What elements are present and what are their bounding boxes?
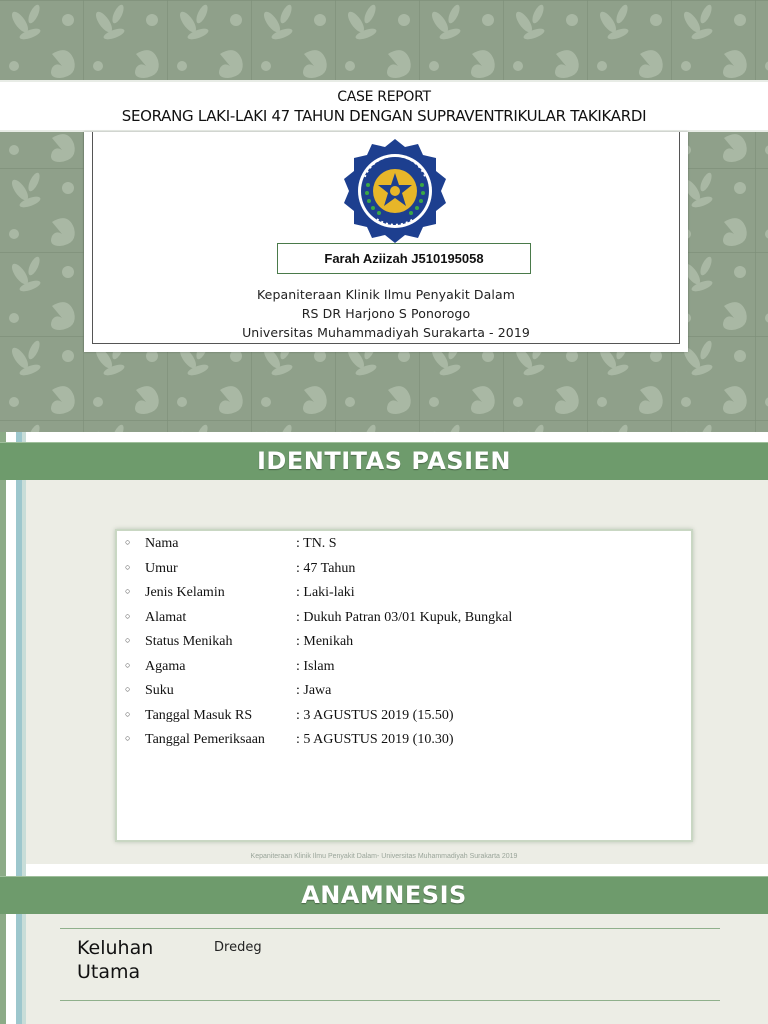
side-stripe — [22, 432, 26, 866]
title-banner — [0, 80, 768, 132]
report-type-title: CASE REPORT — [337, 89, 431, 105]
slide-footer: Kepaniteraan Klinik Ilmu Penyakit Dalam- Universitas Muhammadiyah Surakarta 2019 — [250, 853, 518, 860]
cover-card — [84, 132, 688, 352]
identity-value: : Jawa — [296, 683, 332, 698]
bullet-icon: ○ — [125, 537, 131, 547]
bullet-icon: ○ — [125, 561, 131, 572]
identity-row — [117, 656, 691, 681]
side-stripe — [6, 432, 16, 866]
keluhan-utama-value: Dredeg — [214, 940, 262, 955]
bullet-icon: ○ — [125, 586, 131, 596]
bullet-icon: ○ — [125, 684, 131, 694]
divider-line — [60, 1000, 720, 1001]
cover-slide — [0, 0, 768, 432]
identity-row — [117, 680, 691, 705]
identity-value: : 47 Tahun — [296, 560, 356, 576]
identity-row — [117, 607, 691, 632]
identity-value: : Islam — [296, 658, 335, 674]
affiliation-line: Universitas Muhammadiyah Surakarta - 2019 — [242, 325, 530, 340]
slide-header — [0, 876, 768, 914]
identity-value: : Laki-laki — [296, 585, 355, 600]
affiliation-block — [93, 285, 679, 342]
identity-label: Umur — [145, 560, 178, 576]
identity-row — [117, 558, 691, 583]
identity-value: : TN. S — [296, 536, 337, 551]
author-name-box: Farah Aziizah J510195058 — [277, 243, 531, 274]
divider-line — [60, 928, 720, 929]
bullet-icon: ○ — [125, 635, 131, 645]
patient-identity-card — [115, 529, 693, 842]
identity-label: Agama — [145, 658, 186, 674]
identity-value: : 5 AGUSTUS 2019 (10.30) — [296, 732, 454, 747]
identity-row — [117, 582, 691, 607]
affiliation-line: Kepaniteraan Klinik Ilmu Penyakit Dalam — [256, 287, 516, 302]
identity-label: Tanggal Masuk RS — [145, 707, 253, 723]
identity-value: : Dukuh Patran 03/01 Kupuk, Bungkal — [296, 609, 513, 625]
identity-value: : Menikah — [296, 634, 354, 649]
identity-row — [117, 631, 691, 656]
keluhan-utama-label: Keluhan Utama — [77, 937, 154, 983]
anamnesis-slide — [0, 866, 768, 1024]
bullet-icon: ○ — [125, 659, 131, 670]
slide-title: IDENTITAS PASIEN — [256, 447, 511, 475]
bullet-icon: ○ — [125, 708, 131, 719]
identity-label: Suku — [145, 683, 174, 698]
identity-value: : 3 AGUSTUS 2019 (15.50) — [296, 707, 454, 723]
cover-card-frame — [92, 132, 680, 344]
identity-row — [117, 533, 691, 558]
identity-row — [117, 705, 691, 730]
identity-label: Nama — [145, 536, 179, 551]
slide-title: ANAMNESIS — [301, 881, 467, 909]
bullet-icon: ○ — [125, 733, 131, 743]
case-title: SEORANG LAKI-LAKI 47 TAHUN DENGAN SUPRAVENTRIKULAR TAKIKARDI — [121, 107, 647, 125]
identity-label: Alamat — [145, 609, 187, 625]
identity-label: Jenis Kelamin — [145, 585, 225, 600]
identity-label: Tanggal Pemeriksaan — [145, 732, 265, 747]
affiliation-line: RS DR Harjono S Ponorogo — [301, 306, 471, 321]
university-logo — [337, 136, 453, 246]
bullet-icon: ○ — [125, 610, 131, 621]
identity-label: Status Menikah — [145, 634, 233, 649]
identitas-slide — [0, 432, 768, 866]
slide-header — [0, 442, 768, 480]
identity-row — [117, 729, 691, 754]
